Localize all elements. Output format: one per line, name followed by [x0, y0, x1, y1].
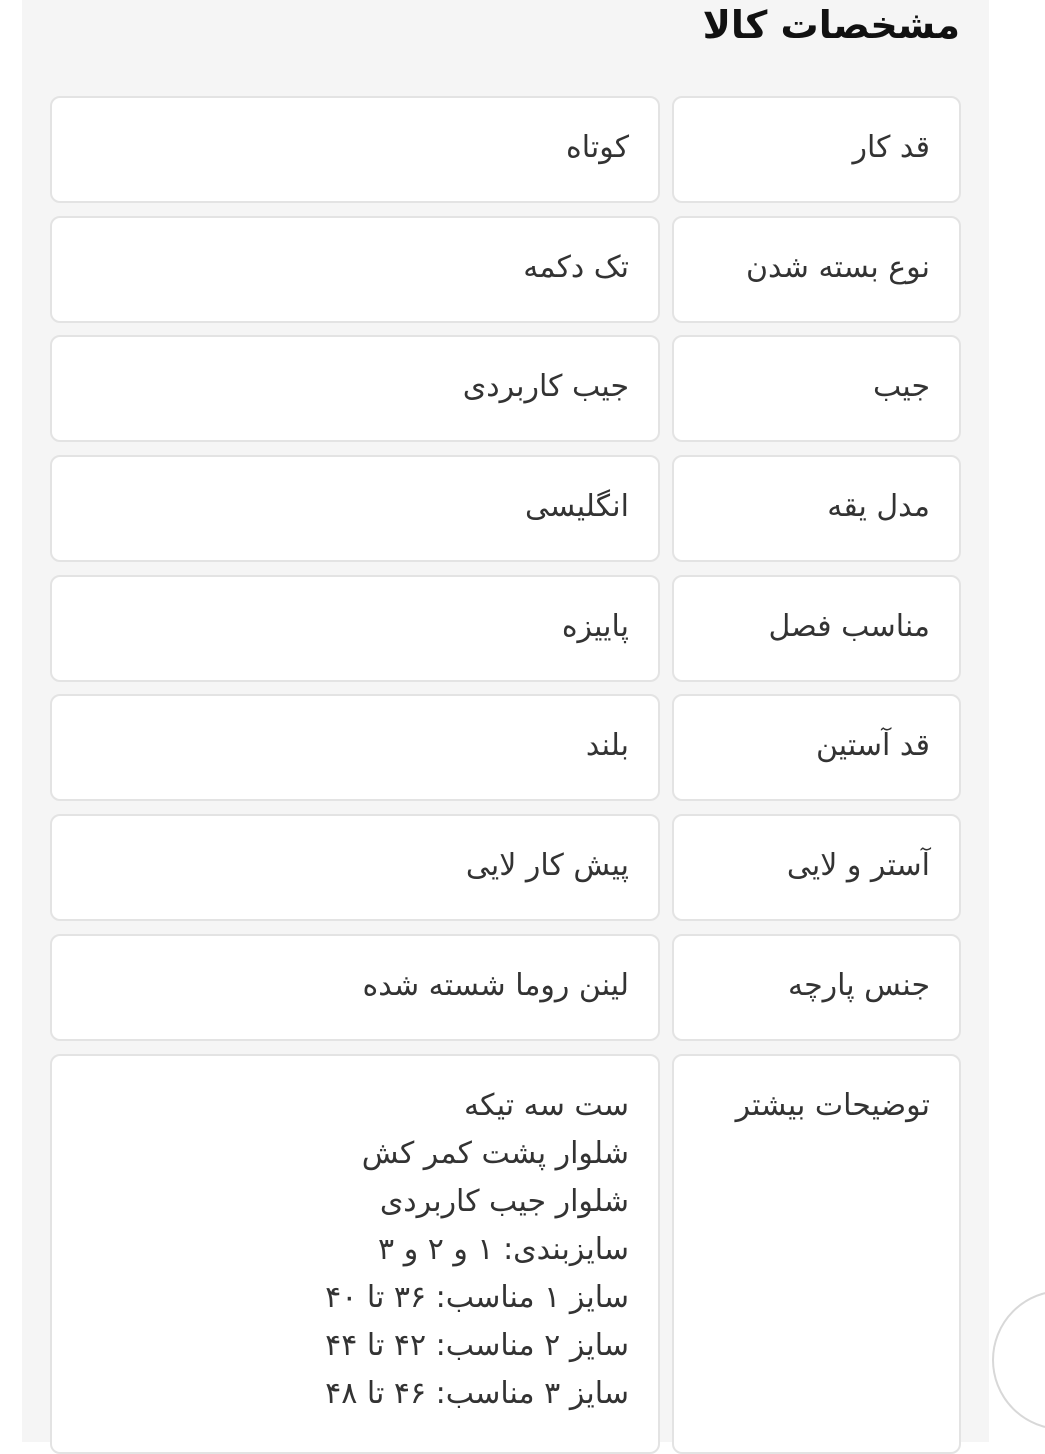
spec-value: ست سه تیکه شلوار پشت کمر کش شلوار جیب کاربردی سایزبندی: ۱ و ۲ و ۳ سایز ۱ مناسب: ۳۶ تا ۴۰ سایز ۲ مناسب: ۴۲ تا ۴۴ سایز ۳ مناسب: ۴۶ تا ۴۸ [50, 1054, 660, 1454]
spec-row-closure [50, 216, 961, 323]
spec-row-description [50, 1054, 961, 1454]
spec-label: توضیحات بیشتر [672, 1054, 961, 1454]
spec-value: تک دکمه [50, 216, 660, 323]
spec-label: قد آستین [672, 694, 961, 801]
spec-label: جنس پارچه [672, 934, 961, 1041]
spec-row-length [50, 96, 961, 203]
spec-value: پاییزه [50, 575, 660, 682]
spec-row-sleeve [50, 694, 961, 801]
spec-label: مدل یقه [672, 455, 961, 562]
spec-value: لینن روما شسته شده [50, 934, 660, 1041]
spec-value: پیش کار لایی [50, 814, 660, 921]
spec-value: بلند [50, 694, 660, 801]
spec-row-fabric [50, 934, 961, 1041]
spec-label: نوع بسته شدن [672, 216, 961, 323]
spec-value: کوتاه [50, 96, 660, 203]
spec-row-season [50, 575, 961, 682]
spec-row-lining [50, 814, 961, 921]
spec-row-collar [50, 455, 961, 562]
spec-label: آستر و لایی [672, 814, 961, 921]
section-title: مشخصات کالا [702, 3, 960, 47]
spec-label: قد کار [672, 96, 961, 203]
spec-label: مناسب فصل [672, 575, 961, 682]
floating-action-button[interactable] [992, 1290, 1045, 1430]
spec-value: جیب کاربردی [50, 335, 660, 442]
spec-row-pocket [50, 335, 961, 442]
spec-value: انگلیسی [50, 455, 660, 562]
spec-label: جیب [672, 335, 961, 442]
